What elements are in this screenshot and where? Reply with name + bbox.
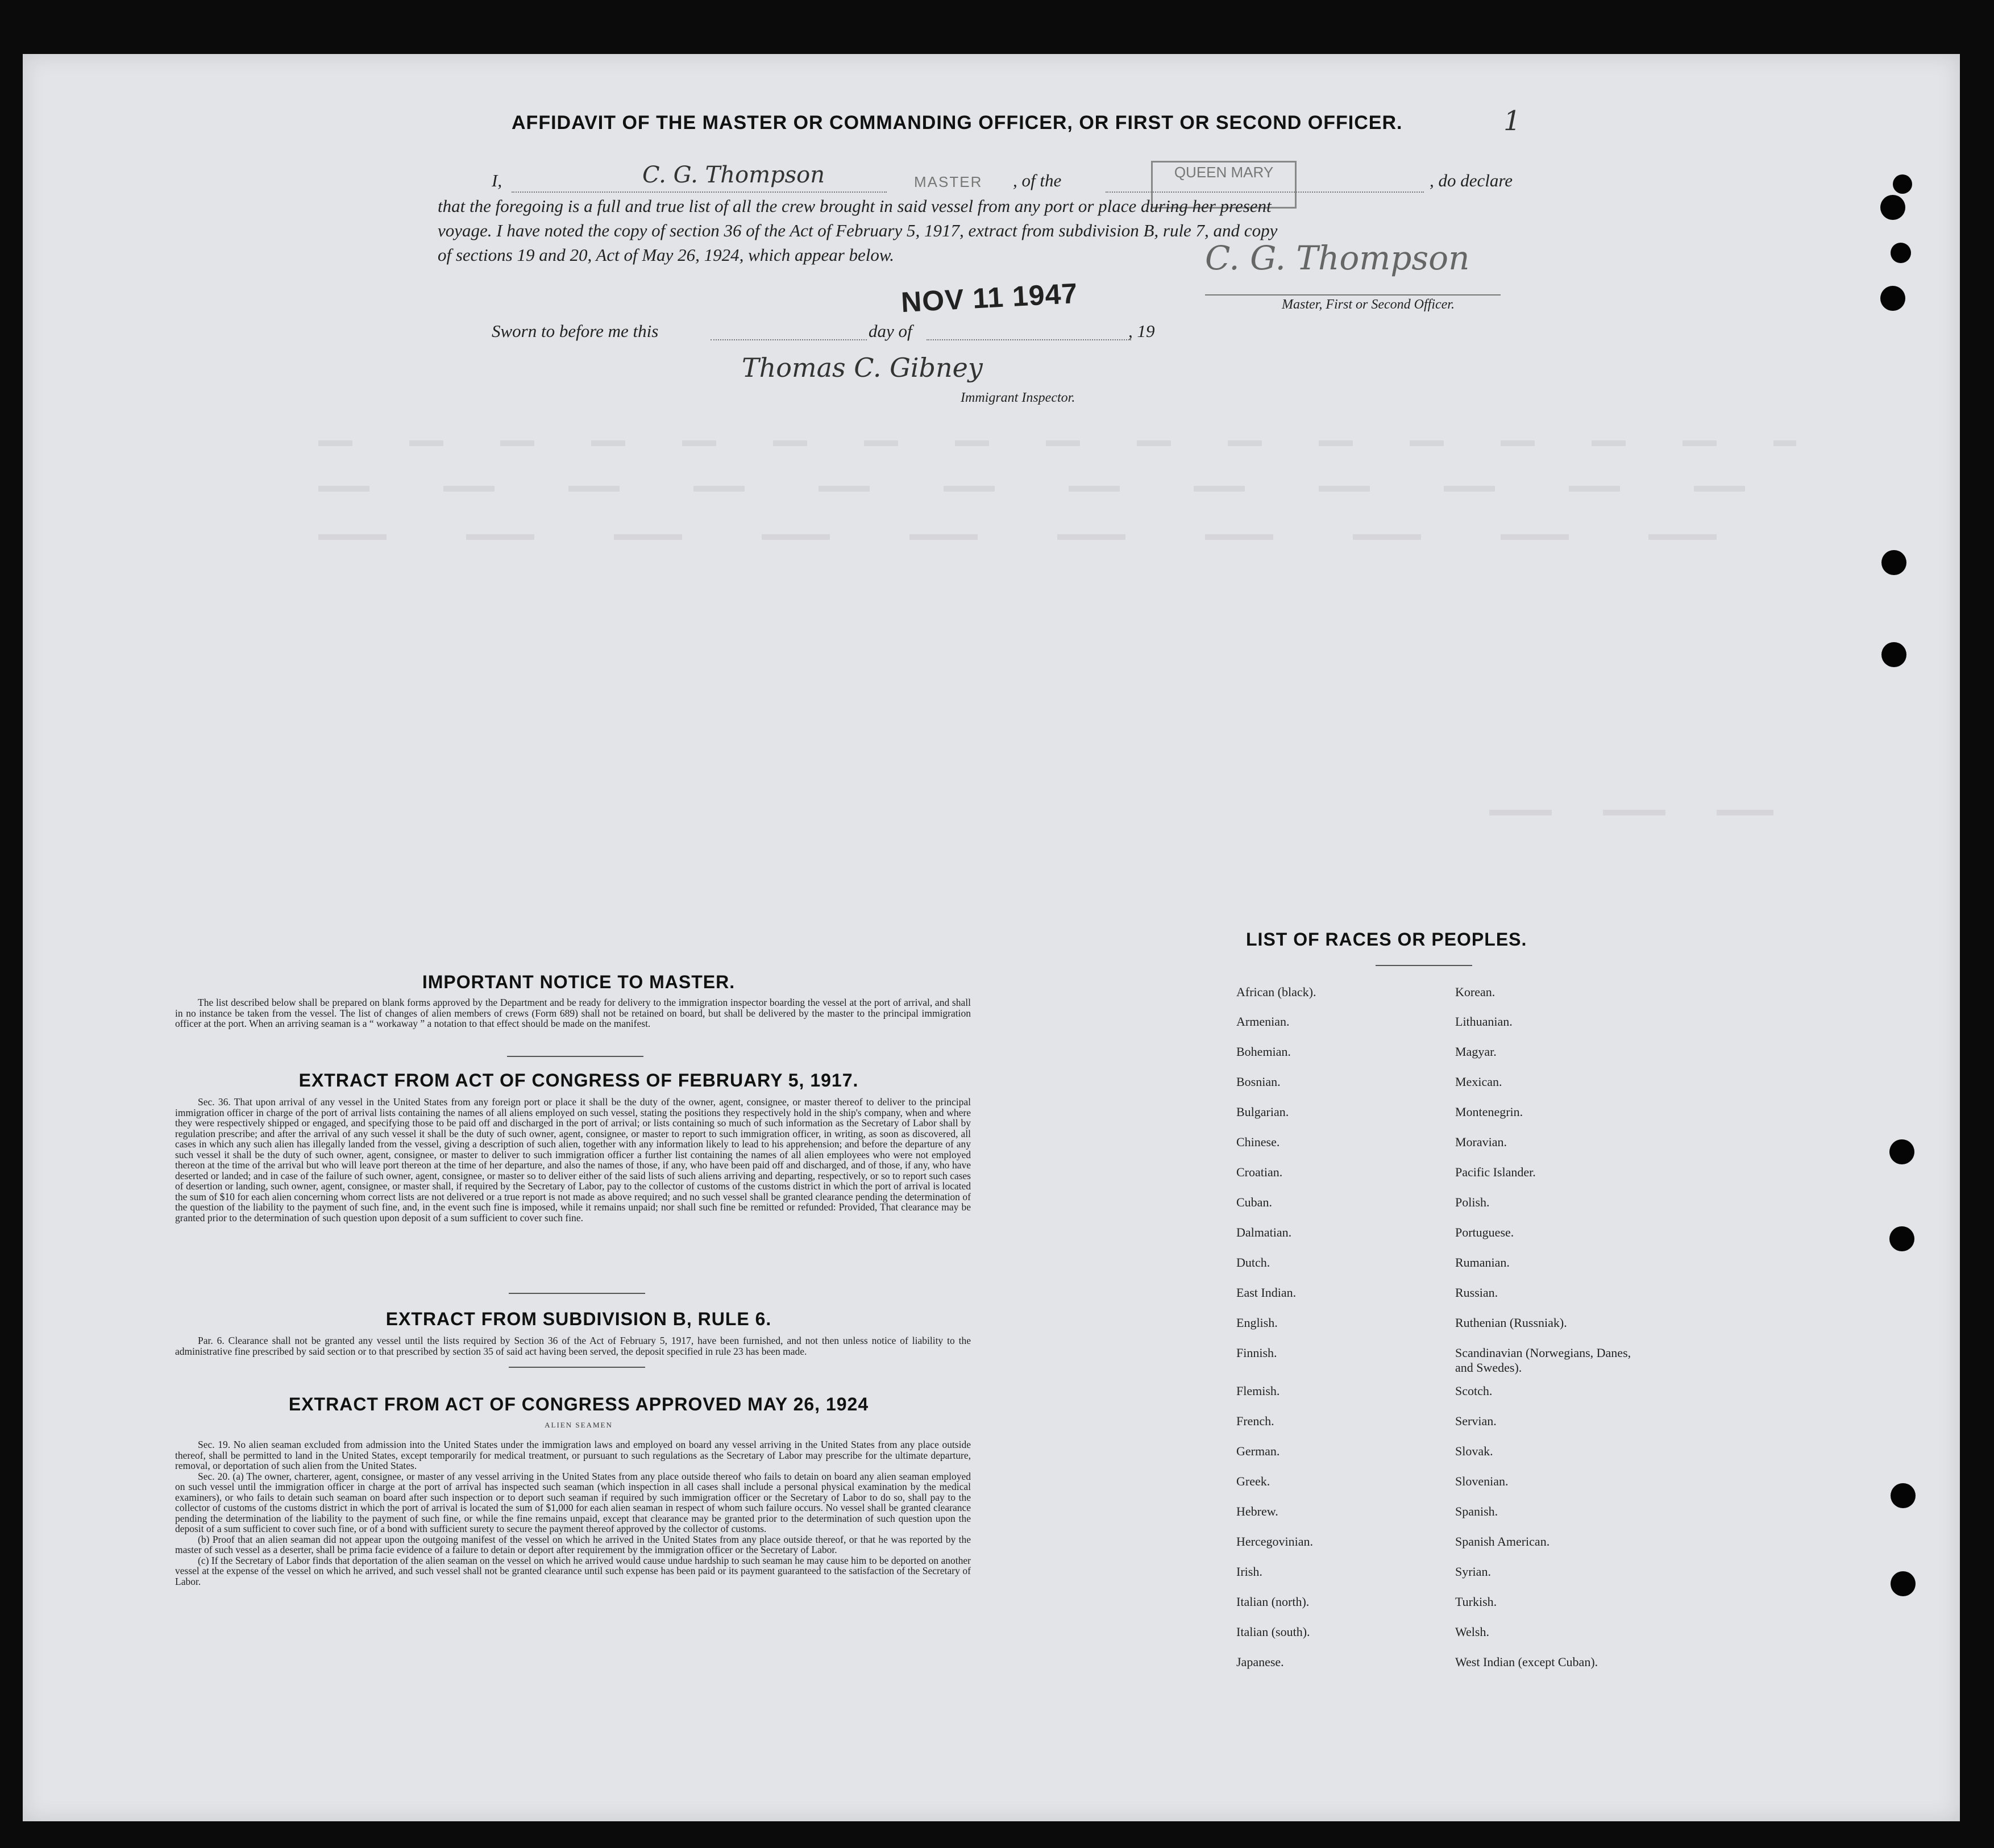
- race-item: Rumanian.: [1455, 1255, 1510, 1270]
- notice-text: [175, 997, 971, 1029]
- vessel-stamp-text: QUEEN MARY: [1174, 164, 1274, 181]
- master-title-stamp: MASTER: [914, 173, 983, 190]
- race-item: Polish.: [1455, 1195, 1490, 1209]
- race-item: Spanish.: [1455, 1504, 1498, 1518]
- extract-1924-text: [175, 1439, 971, 1587]
- extract-rule6-title: EXTRACT FROM SUBDIVISION B, RULE 6.: [385, 1309, 772, 1329]
- punch-hole: [1881, 550, 1906, 575]
- race-item: Syrian.: [1455, 1564, 1491, 1579]
- master-signature: C. G. Thompson: [1205, 239, 1470, 277]
- punch-hole: [1880, 286, 1905, 311]
- signature-line: [1205, 294, 1501, 295]
- extract-1924-paragraph-4: (c) If the Secretary of Labor finds that deportation of the alien seaman on the vessel on which he arrived would cause undue hardship to such seaman he may cause him to be deported on another vessel at the expense of the vessel on which he arrived, and such vessel shall not be granted clearance until such expense has been paid or its payment guaranteed to the satisfaction of the Secretary of Labor.: [175, 1554, 971, 1587]
- race-item: Turkish.: [1455, 1595, 1497, 1609]
- punch-hole: [1889, 1139, 1914, 1164]
- race-item: Bosnian.: [1236, 1075, 1281, 1089]
- notice-divider: [507, 1056, 643, 1057]
- race-item: Mexican.: [1455, 1075, 1502, 1089]
- master-name-line: [512, 192, 887, 193]
- month-line: [927, 339, 1131, 340]
- extract-1924-subtitle: ALIEN SEAMEN: [545, 1421, 613, 1429]
- race-item: Armenian.: [1236, 1014, 1290, 1029]
- race-item: Moravian.: [1455, 1135, 1507, 1149]
- race-item: Portuguese.: [1455, 1225, 1514, 1239]
- race-item: Spanish American.: [1455, 1534, 1550, 1549]
- signature-caption: Master, First or Second Officer.: [1282, 297, 1455, 312]
- sworn-date-line: [711, 339, 867, 340]
- races-title-underline: [1376, 965, 1472, 966]
- race-item: Slovenian.: [1455, 1474, 1509, 1488]
- day-of-label: day of: [869, 321, 912, 341]
- affidavit-title: AFFIDAVIT OF THE MASTER OR COMMANDING OFFICER, OR FIRST OR SECOND OFFICER.: [512, 112, 1403, 134]
- extract-1917-text: [175, 1097, 971, 1223]
- race-item: Servian.: [1455, 1414, 1497, 1428]
- master-name-handwritten: C. G. Thompson: [642, 162, 825, 188]
- race-item: Bohemian.: [1236, 1044, 1291, 1059]
- race-item: Finnish.: [1236, 1346, 1277, 1360]
- race-item: English.: [1236, 1316, 1278, 1330]
- date-stamp: NOV 11 1947: [900, 277, 1079, 319]
- race-item: Flemish.: [1236, 1384, 1280, 1398]
- race-item: Lithuanian.: [1455, 1014, 1513, 1029]
- race-item: West Indian (except Cuban).: [1455, 1655, 1598, 1669]
- extract-1924-paragraph-1: Sec. 19. No alien seaman excluded from admission into the United States under the immigration laws and employed on board any vessel arriving in the United States from any place outside thereof, shall be permitted to land in the United States, except temporarily for medical treatment, or pursuant to such regulations as the Secretary of Labor may prescribe for the ultimate departure, removal, or deportation of such alien from the United States.: [175, 1439, 971, 1471]
- race-item: Dalmatian.: [1236, 1225, 1292, 1239]
- race-item: African (black).: [1236, 985, 1316, 999]
- extract-rule6-divider: [509, 1367, 645, 1368]
- races-title: LIST OF RACES OR PEOPLES.: [1246, 929, 1527, 950]
- affidavit-i: I,: [492, 170, 502, 190]
- race-item: Japanese.: [1236, 1655, 1284, 1669]
- punch-hole: [1891, 1483, 1916, 1508]
- race-item: Greek.: [1236, 1474, 1270, 1488]
- extract-1917-paragraph: Sec. 36. That upon arrival of any vessel in the United States from any foreign port or place it shall be the duty of the owner, agent, consignee, or master thereof to deliver to the principal immigration officer in charge of the port of arrival lists containing the names of all aliens employed on such vessel, stating the positions they respectively hold in the ship's company, when and where they were respectively shipped or engaged, and specifying those to be paid off and discharged in the port of arrival; or lists containing so much of such information as the Secretary of Labor shall by regulation prescribe; and after the arrival of any such vessel it shall be the duty of such owner, agent, consignee, or master to report to such immigration officer, in writing, as soon as discovered, all cases in which any such alien has illegally landed from the vessel, giving a description of such alien, together with any information likely to lead to his apprehension; and before the departure of any such vessel it shall be the duty of such owner, agent, consignee, or master to deliver to such immigration officer a further list containing the names of all alien employees who were not employed thereon at the time of the arrival but who will leave port thereon at the time of her departure, and also the names of those, if any, who have been paid off and discharged, and of those, if any, who have deserted or landed; and in case of the failure of such owner, agent, consignee, or master so to deliver either of the said lists of such aliens arriving and departing, respectively, or so to report such cases of desertion or landing, such owner, agent, consignee, or master shall, if required by the Secretary of Labor, pay to the collector of customs of the customs district in which the port of arrival is located the sum of $10 for each alien concerning whom correct lists are not delivered or a true report is not made as above required; and no such vessel shall be granted clearance pending the determination of the question of the liability to the payment of such fine, and, in the event such fine is imposed, while it remains unpaid; nor shall such fine be remitted or refunded: Provided, That clearance may be granted prior to the determination of such question upon deposit of a sum sufficient to cover such fine.: [175, 1096, 971, 1223]
- extract-1924-title: EXTRACT FROM ACT OF CONGRESS APPROVED MAY 26, 1924: [288, 1394, 869, 1414]
- extract-1917-divider: [509, 1293, 645, 1294]
- affidavit-line-4: of sections 19 and 20, Act of May 26, 1924, which appear below.: [438, 245, 895, 265]
- punch-hole: [1891, 243, 1911, 263]
- extract-1924-paragraph-2: Sec. 20. (a) The owner, charterer, agent, consignee, or master of any vessel arriving in the United States from any place outside thereof who fails to detain on board any alien seaman employed on such vessel until the immigration officer in charge at the port of arrival has inspected such seaman (which inspection in all cases shall include a personal physical examination by the medical examiners), or who fails to detain such seaman on board after such inspection or to deport such seaman if required by such immigration officer or the Secretary of Labor to do so, shall pay to the collector of customs of the customs district in which the port of arrival is located the sum of $1,000 for each alien seaman in respect of whom such failure occurs. No vessel shall be granted clearance pending the determination of the liability to the payment of such fine, or while the fine remains unpaid, except that clearance may be granted prior to the determination of such question upon the deposit of a sum sufficient to cover such fine, or of a bond with sufficient surety to secure the payment thereof approved by the collector of customs.: [175, 1470, 971, 1534]
- vessel-name-line: [1106, 192, 1424, 193]
- extract-1924-paragraph-3: (b) Proof that an alien seaman did not appear upon the outgoing manifest of the vessel on which he arrived in the United States from any place outside thereof, or that he was reported by the master of such vessel as a deserter, shall be prima facie evidence of a failure to detain or deport after requirement by the immigration officer or the Secretary of Labor.: [175, 1533, 971, 1555]
- race-item: Italian (north).: [1236, 1595, 1310, 1609]
- race-item: Magyar.: [1455, 1044, 1497, 1059]
- affidavit-line-2: that the foregoing is a full and true list of all the crew brought in said vessel from any port or place during her present: [438, 196, 1272, 216]
- race-item: Bulgarian.: [1236, 1105, 1289, 1119]
- extract-1917-title: EXTRACT FROM ACT OF CONGRESS OF FEBRUARY 5, 1917.: [298, 1070, 859, 1091]
- page-mark: 1: [1503, 105, 1521, 137]
- document-page: [23, 54, 1960, 1821]
- punch-hole: [1889, 1226, 1914, 1251]
- do-declare-label: , do declare: [1430, 170, 1513, 190]
- race-item: Croatian.: [1236, 1165, 1283, 1179]
- extract-rule6-paragraph: Par. 6. Clearance shall not be granted any vessel until the lists required by Section 36 of the Act of February 5, 1917, have been furnished, and not then unless notice of liability to the administrative fine prescribed by said section or to that prescribed by section 35 of said act having been served, the deposit specified in rule 23 has been made.: [175, 1335, 971, 1357]
- race-item: Slovak.: [1455, 1444, 1493, 1458]
- race-item: Welsh.: [1455, 1625, 1489, 1639]
- race-item: Cuban.: [1236, 1195, 1272, 1209]
- notice-title: IMPORTANT NOTICE TO MASTER.: [422, 972, 736, 992]
- bleed-through: [296, 418, 1830, 929]
- race-item: East Indian.: [1236, 1285, 1297, 1300]
- race-item: Irish.: [1236, 1564, 1262, 1579]
- extract-rule6-text: [175, 1335, 971, 1356]
- notice-paragraph: The list described below shall be prepared on blank forms approved by the Department and be ready for delivery to the immigration inspector boarding the vessel at the port of arrival, and shall in no instance be taken from the vessel. The list of changes of alien members of crews (Form 689) shall not be retained on board, but shall be delivered by the master to the principal immigration officer at the port. When an arriving seaman is a “ workaway ” a notation to that effect should be made on the manifest.: [175, 997, 971, 1029]
- year-label: , 19: [1128, 321, 1155, 341]
- race-item: Hebrew.: [1236, 1504, 1278, 1518]
- inspector-signature: Thomas C. Gibney: [742, 352, 983, 383]
- race-item: Pacific Islander.: [1455, 1165, 1536, 1179]
- sworn-label: Sworn to before me this: [492, 321, 659, 341]
- punch-hole: [1881, 642, 1906, 667]
- affidavit-line-3: voyage. I have noted the copy of section 36 of the Act of February 5, 1917, extract from subdivision B, rule 7, and copy: [438, 220, 1278, 240]
- inspector-caption: Immigrant Inspector.: [961, 390, 1075, 405]
- punch-hole: [1880, 195, 1905, 220]
- race-item: Ruthenian (Russniak).: [1455, 1316, 1567, 1330]
- punch-hole: [1891, 1571, 1916, 1596]
- race-item: Chinese.: [1236, 1135, 1280, 1149]
- race-item: French.: [1236, 1414, 1274, 1428]
- race-item: Italian (south).: [1236, 1625, 1310, 1639]
- race-item: German.: [1236, 1444, 1280, 1458]
- of-the-label: , of the: [1013, 170, 1062, 190]
- race-item: Montenegrin.: [1455, 1105, 1523, 1119]
- race-item: Dutch.: [1236, 1255, 1270, 1270]
- race-item: Russian.: [1455, 1285, 1498, 1300]
- punch-hole: [1893, 174, 1912, 194]
- race-item: Scotch.: [1455, 1384, 1493, 1398]
- race-item: Scandinavian (Norwegians, Danes, and Swedes).: [1455, 1346, 1631, 1375]
- race-item: Hercegovinian.: [1236, 1534, 1313, 1549]
- race-item: Korean.: [1455, 985, 1496, 999]
